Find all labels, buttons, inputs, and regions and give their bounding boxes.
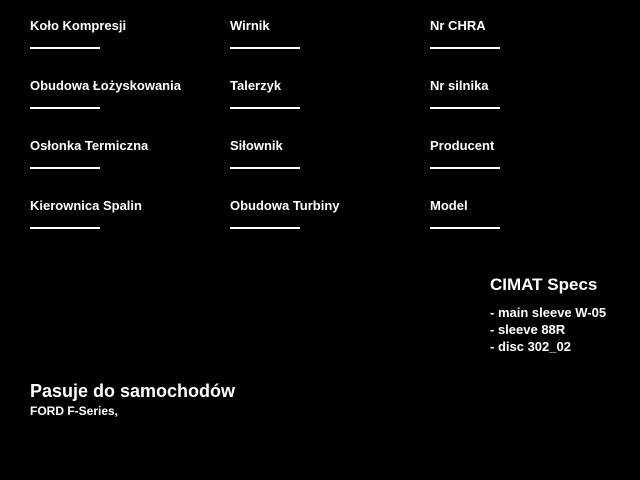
field-label-oslonka-termiczna: Osłonka Termiczna — [30, 138, 149, 153]
field-input-line-nr-silnika[interactable] — [430, 107, 500, 109]
field-nr-silnika — [430, 74, 630, 134]
field-label-obudowa-turbiny: Obudowa Turbiny — [230, 198, 340, 213]
field-label-model: Model — [430, 198, 468, 213]
compatibility-title: Pasuje do samochodów — [30, 381, 236, 401]
field-kolo-kompresji — [30, 14, 230, 74]
field-obudowa-lozyskowania — [30, 74, 230, 134]
field-label-silownik: Siłownik — [230, 138, 283, 153]
cimat-specs-list — [490, 304, 606, 355]
field-input-line-obudowa-turbiny[interactable] — [230, 227, 300, 229]
field-label-obudowa-lozyskowania: Obudowa Łożyskowania — [30, 78, 181, 93]
field-kierownica-spalin — [30, 194, 230, 254]
field-input-line-kolo-kompresji[interactable] — [30, 47, 100, 49]
cimat-specs-section — [490, 275, 606, 355]
field-nr-chra — [430, 14, 630, 74]
field-input-line-silownik[interactable] — [230, 167, 300, 169]
compatibility-section — [30, 380, 235, 418]
field-input-line-nr-chra[interactable] — [430, 47, 500, 49]
field-label-wirnik: Wirnik — [230, 18, 270, 33]
field-input-line-producent[interactable] — [430, 167, 500, 169]
field-wirnik — [230, 14, 430, 74]
field-label-nr-silnika: Nr silnika — [430, 78, 489, 93]
field-model — [430, 194, 630, 254]
field-oslonka-termiczna — [30, 134, 230, 194]
field-label-kolo-kompresji: Koło Kompresji — [30, 18, 127, 33]
cimat-specs-title: CIMAT Specs — [490, 275, 598, 294]
field-label-talerzyk: Talerzyk — [230, 78, 282, 93]
field-input-line-obudowa-lozyskowania[interactable] — [30, 107, 100, 109]
field-producent — [430, 134, 630, 194]
field-obudowa-turbiny — [230, 194, 430, 254]
compatibility-vehicles: FORD F-Series, — [30, 404, 119, 418]
field-input-line-wirnik[interactable] — [230, 47, 300, 49]
field-label-kierownica-spalin: Kierownica Spalin — [30, 198, 142, 213]
field-input-line-oslonka-termiczna[interactable] — [30, 167, 100, 169]
spec-item-sleeve: - sleeve 88R — [490, 322, 566, 337]
field-label-nr-chra: Nr CHRA — [430, 18, 486, 33]
field-input-line-model[interactable] — [430, 227, 500, 229]
spec-item-disc: - disc 302_02 — [490, 339, 571, 354]
fields-grid — [30, 14, 630, 254]
field-label-producent: Producent — [430, 138, 495, 153]
field-silownik — [230, 134, 430, 194]
field-input-line-talerzyk[interactable] — [230, 107, 300, 109]
spec-item-main-sleeve: - main sleeve W-05 — [490, 305, 607, 320]
field-input-line-kierownica-spalin[interactable] — [30, 227, 100, 229]
field-talerzyk — [230, 74, 430, 134]
